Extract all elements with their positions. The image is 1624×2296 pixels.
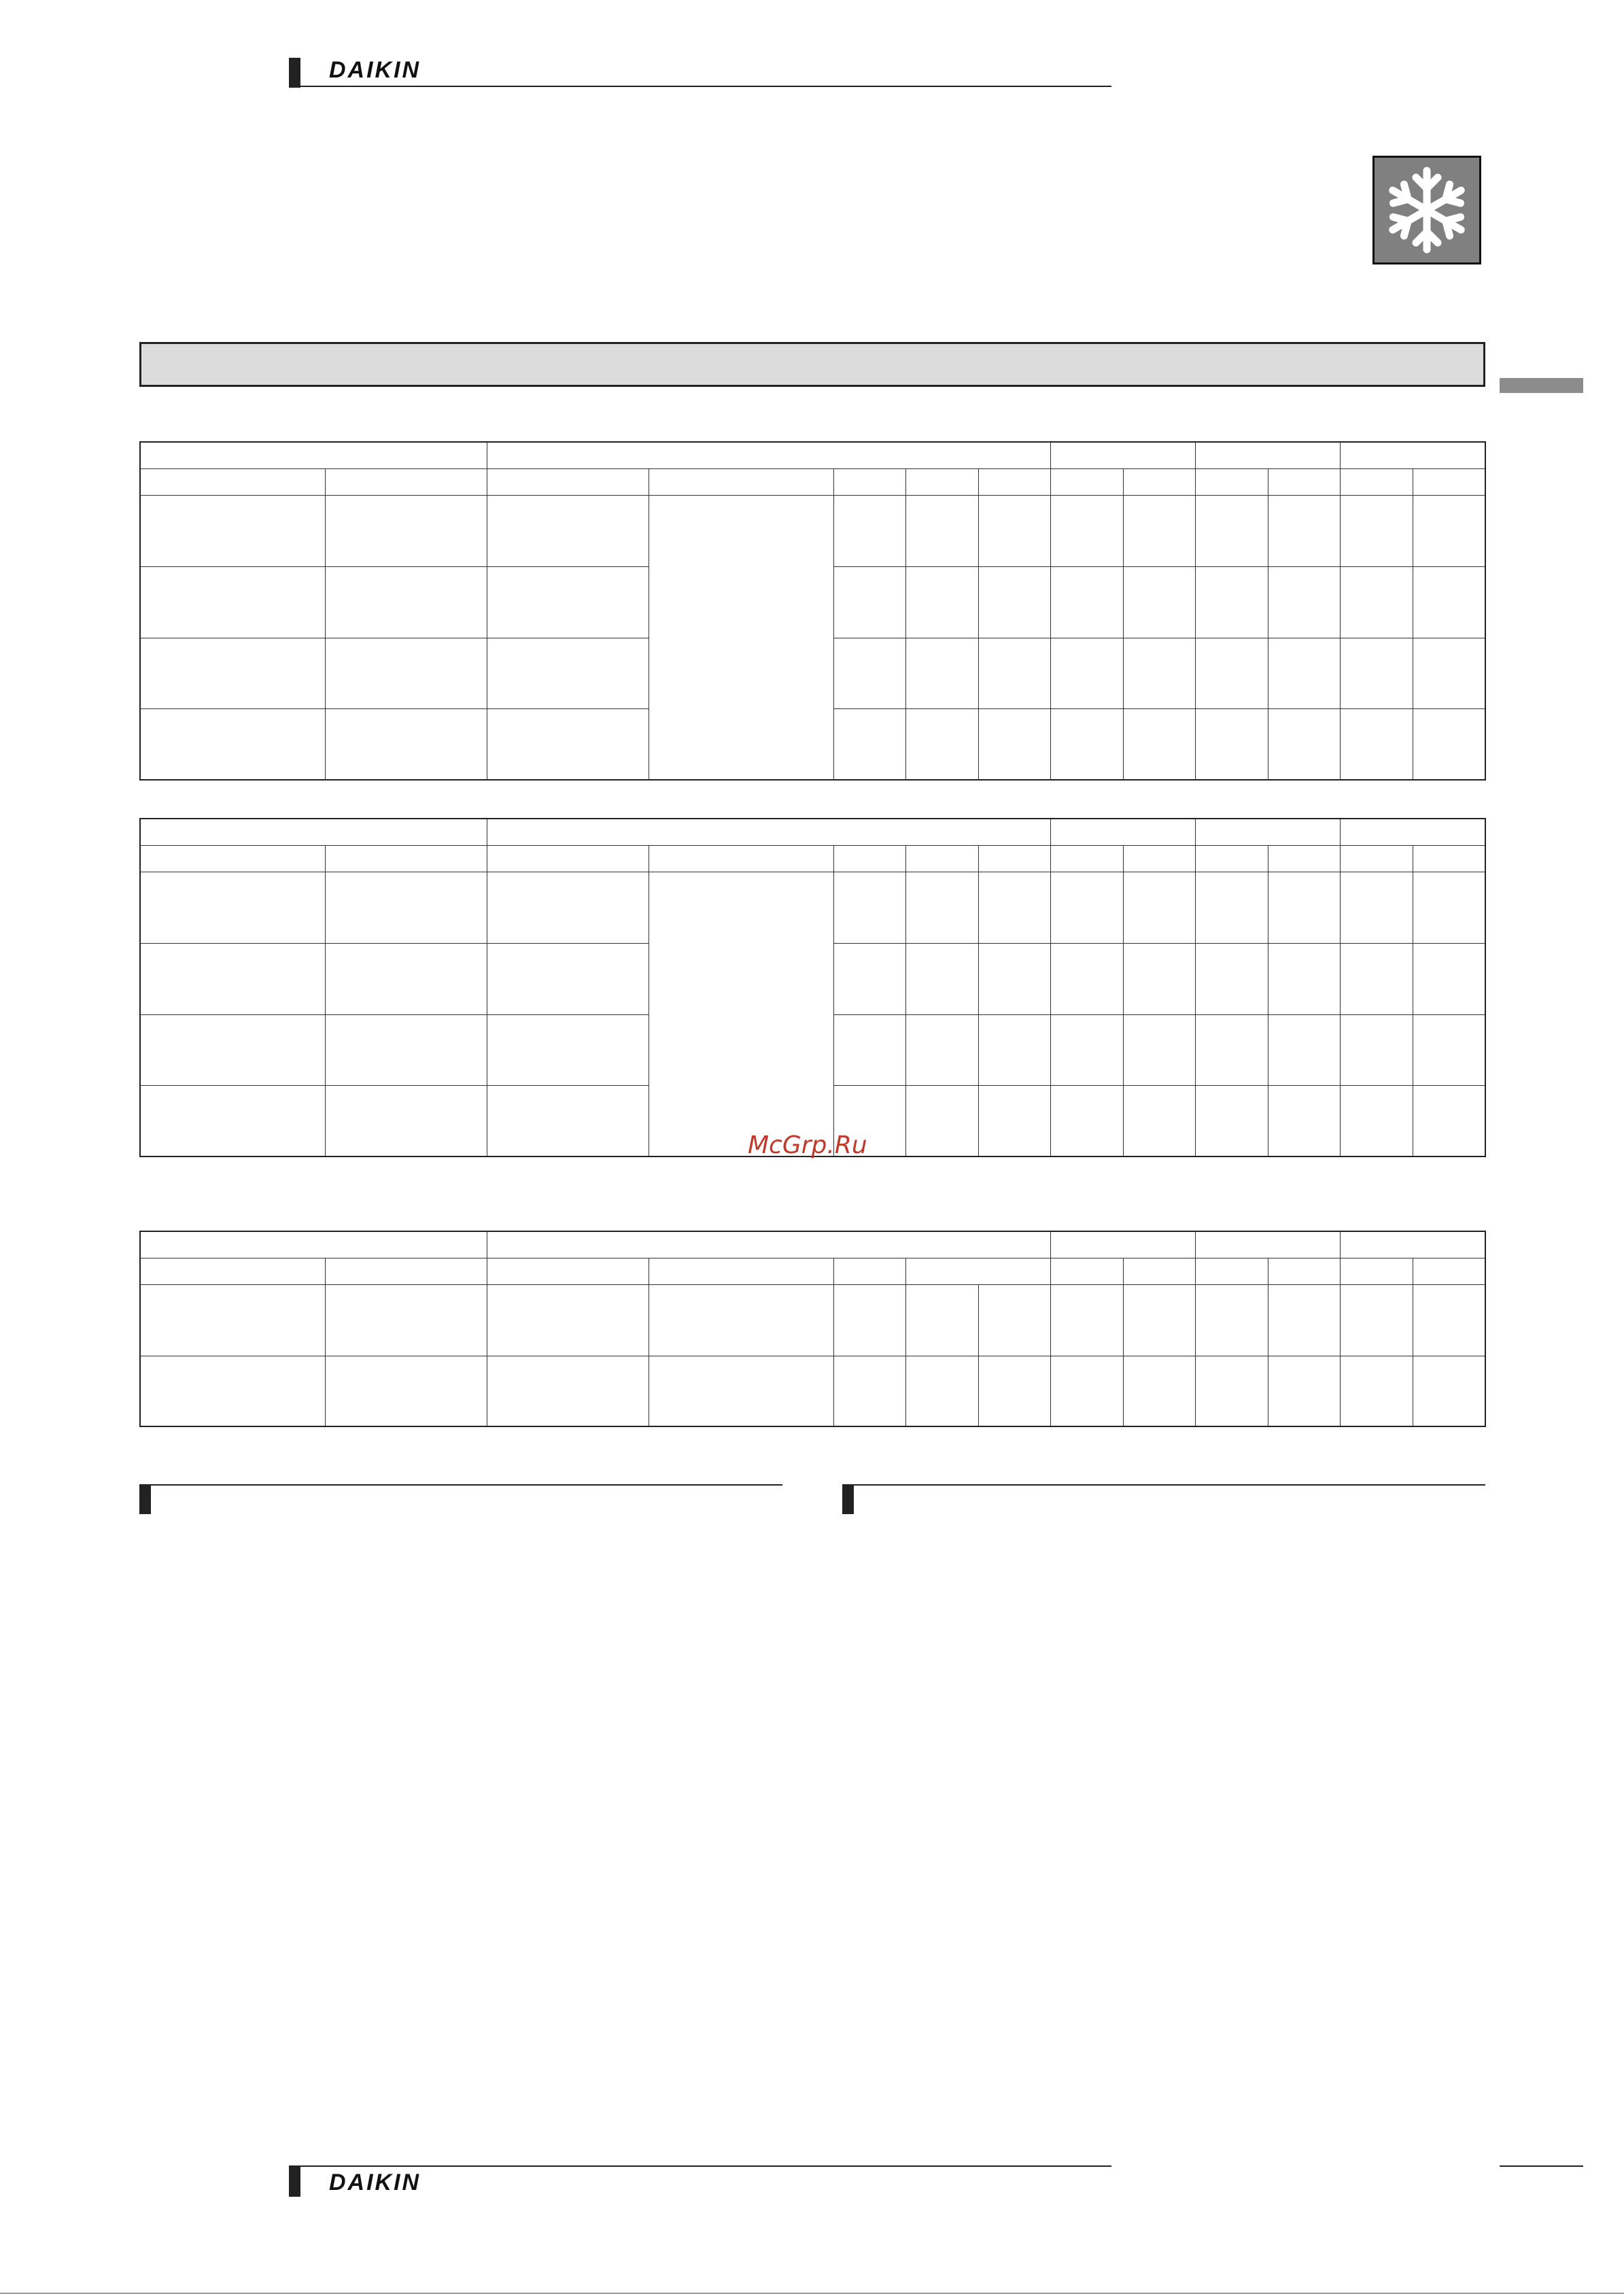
subsection-rule-right <box>842 1484 1485 1486</box>
table-row <box>140 1284 1485 1356</box>
spec-table-1 <box>139 441 1486 781</box>
header-brand-logo: DAIKIN <box>329 57 421 83</box>
subsection-marker-left <box>139 1484 151 1514</box>
table-subheader-row <box>140 1258 1485 1284</box>
subsection-rule-left <box>139 1484 782 1486</box>
table-subheader-row <box>140 468 1485 495</box>
section-header-band <box>139 342 1485 387</box>
table-header-row <box>140 442 1485 468</box>
watermark: McGrp.Ru <box>748 1131 867 1159</box>
spec-table-3 <box>139 1231 1486 1427</box>
footer-brand-logo: DAIKIN <box>329 2170 421 2195</box>
footer-rule <box>289 2165 1111 2167</box>
header-rule <box>289 86 1111 87</box>
chapter-side-tab <box>1500 378 1583 393</box>
table-row <box>140 495 1485 566</box>
snowflake-icon <box>1372 156 1481 264</box>
subsection-marker-right <box>842 1484 854 1514</box>
footer-page-rule <box>1500 2165 1583 2167</box>
page-bottom-line <box>0 2293 1624 2294</box>
spec-table-2 <box>139 818 1486 1157</box>
header-brand-marker <box>289 58 300 88</box>
table-header-row <box>140 819 1485 845</box>
footer-brand-marker <box>289 2167 300 2197</box>
table-row <box>140 872 1485 943</box>
table-row <box>140 1356 1485 1426</box>
table-subheader-row <box>140 845 1485 872</box>
table-header-row <box>140 1231 1485 1258</box>
